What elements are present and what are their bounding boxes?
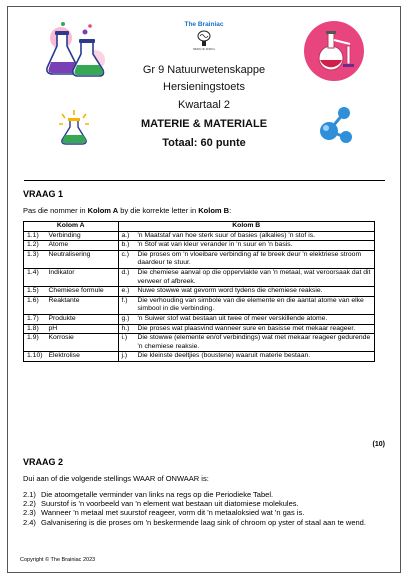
- statement-number: 2.2): [23, 499, 36, 509]
- column-b-description: Die stowwe (elemente en/of verbindings) wat met mekaar reageer gedurende 'n chemiese reaksie.: [135, 334, 375, 352]
- column-b-description: Die chemiese aanval op die oppervlakte van 'n metaal, wat veroorsaak dat dit verweer of afbreek.: [135, 268, 375, 286]
- column-b-letter: f.): [118, 296, 135, 314]
- column-b-description: 'n Maatstaf van hoe sterk suur of basies (alkalies) 'n stof is.: [135, 231, 375, 241]
- item-number: 1.10): [24, 352, 46, 362]
- column-b-description: Die proses om 'n vloeibare verbinding af te breek deur 'n elektriese stroom daardeur te stuur.: [135, 250, 375, 268]
- column-a-term: Atome: [46, 241, 119, 251]
- item-number: 1.9): [24, 334, 46, 352]
- table-row: [24, 287, 375, 297]
- table-row: [24, 268, 375, 286]
- column-b-letter: a.): [118, 231, 135, 241]
- column-b-letter: b.): [118, 241, 135, 251]
- statement-text: Die atoomgetalle verminder van links na regs op die Periodieke Tabel.: [41, 490, 274, 499]
- table-row: [24, 241, 375, 251]
- column-a-term: pH: [46, 324, 119, 334]
- table-row: [24, 314, 375, 324]
- question-1-marks: (10): [372, 441, 385, 448]
- brain-logo-icon: [196, 29, 212, 49]
- column-a-header: Kolom A: [24, 222, 119, 232]
- question-2-title: VRAAG 2: [23, 457, 64, 467]
- table-row: [24, 250, 375, 268]
- topic: MATERIE & MATERIALE: [140, 118, 268, 130]
- column-a-term: Reaktante: [46, 296, 119, 314]
- statement-item: [23, 508, 383, 517]
- column-b-letter: h.): [118, 324, 135, 334]
- item-number: 1.6): [24, 296, 46, 314]
- column-a-term: Elektrolise: [46, 352, 119, 362]
- subject-title: Gr 9 Natuurwetenskappe: [142, 64, 266, 76]
- column-b-letter: c.): [118, 250, 135, 268]
- column-b-description: Die kleinste deeltjies (boustene) waaruit materie bestaan.: [135, 352, 375, 362]
- question-1-title: VRAAG 1: [23, 189, 64, 199]
- question-1-instruction: Pas die nommer in Kolom A by die korrekte letter in Kolom B:: [23, 206, 232, 215]
- divider: [24, 180, 385, 181]
- column-b-description: 'n Stof wat van kleur verander in 'n suur en 'n basis.: [135, 241, 375, 251]
- statement-item: [23, 518, 383, 527]
- column-b-description: Nuwe stowwe wat gevorm word tydens die chemiese reaksie.: [135, 287, 375, 297]
- statement-item: [23, 490, 383, 499]
- copyright: Copyright © The Brainiac 2023: [20, 557, 96, 563]
- table-row: [24, 324, 375, 334]
- column-a-term: Verbinding: [46, 231, 119, 241]
- column-b-description: Die verhouding van simbole van die elemente en die aantal atome van elke simbool in die verbinding.: [135, 296, 375, 314]
- item-number: 1.8): [24, 324, 46, 334]
- table-row: [24, 231, 375, 241]
- statement-item: [23, 499, 383, 508]
- item-number: 1.2): [24, 241, 46, 251]
- column-a-term: Korrosie: [46, 334, 119, 352]
- statement-number: 2.4): [23, 517, 36, 527]
- brand-subtitle: BRAIN OF AFRICA: [193, 48, 215, 51]
- statement-number: 2.1): [23, 490, 36, 499]
- total-marks: Totaal: 60 punte: [162, 137, 246, 149]
- column-b-letter: j.): [118, 352, 135, 362]
- column-b-letter: g.): [118, 314, 135, 324]
- statement-number: 2.3): [23, 508, 36, 518]
- column-b-letter: d.): [118, 268, 135, 286]
- column-a-term: Neutralisering: [46, 250, 119, 268]
- column-b-description: 'n Suiwer stof wat bestaan uit twee of meer verskillende atome.: [135, 314, 375, 324]
- question-2-instruction: Dui aan of die volgende stellings WAAR of ONWAAR is:: [23, 474, 209, 483]
- statement-text: Galvanisering is die proses om 'n beskermende laag sink of chroom op yster of staal aan te wend.: [41, 517, 366, 527]
- table-row: [24, 352, 375, 362]
- column-b-description: Die proses wat plaasvind wanneer sure en basisse met mekaar reageer.: [135, 324, 375, 334]
- table-row: [24, 334, 375, 352]
- brand-name: The Brainiac: [184, 21, 224, 28]
- item-number: 1.1): [24, 231, 46, 241]
- statement-text: Suurstof is 'n voorbeeld van 'n element wat bestaan uit diatomiese molekules.: [41, 499, 299, 509]
- matching-table: [23, 221, 375, 362]
- column-b-letter: e.): [118, 287, 135, 297]
- item-number: 1.4): [24, 268, 46, 286]
- column-b-header: Kolom B: [118, 222, 375, 232]
- column-b-letter: i.): [118, 334, 135, 352]
- table-row: [24, 296, 375, 314]
- item-number: 1.5): [24, 287, 46, 297]
- statement-text: Wanneer 'n metaal met suurstof reageer, vorm dit 'n metaaloksied wat 'n gas is.: [41, 508, 305, 518]
- term: Kwartaal 2: [178, 99, 230, 111]
- statement-list: [23, 490, 383, 527]
- column-a-term: Produkte: [46, 314, 119, 324]
- column-a-term: Chemiese formule: [46, 287, 119, 297]
- column-a-term: Indikator: [46, 268, 119, 286]
- item-number: 1.7): [24, 314, 46, 324]
- test-type: Hersieningstoets: [163, 81, 245, 93]
- item-number: 1.3): [24, 250, 46, 268]
